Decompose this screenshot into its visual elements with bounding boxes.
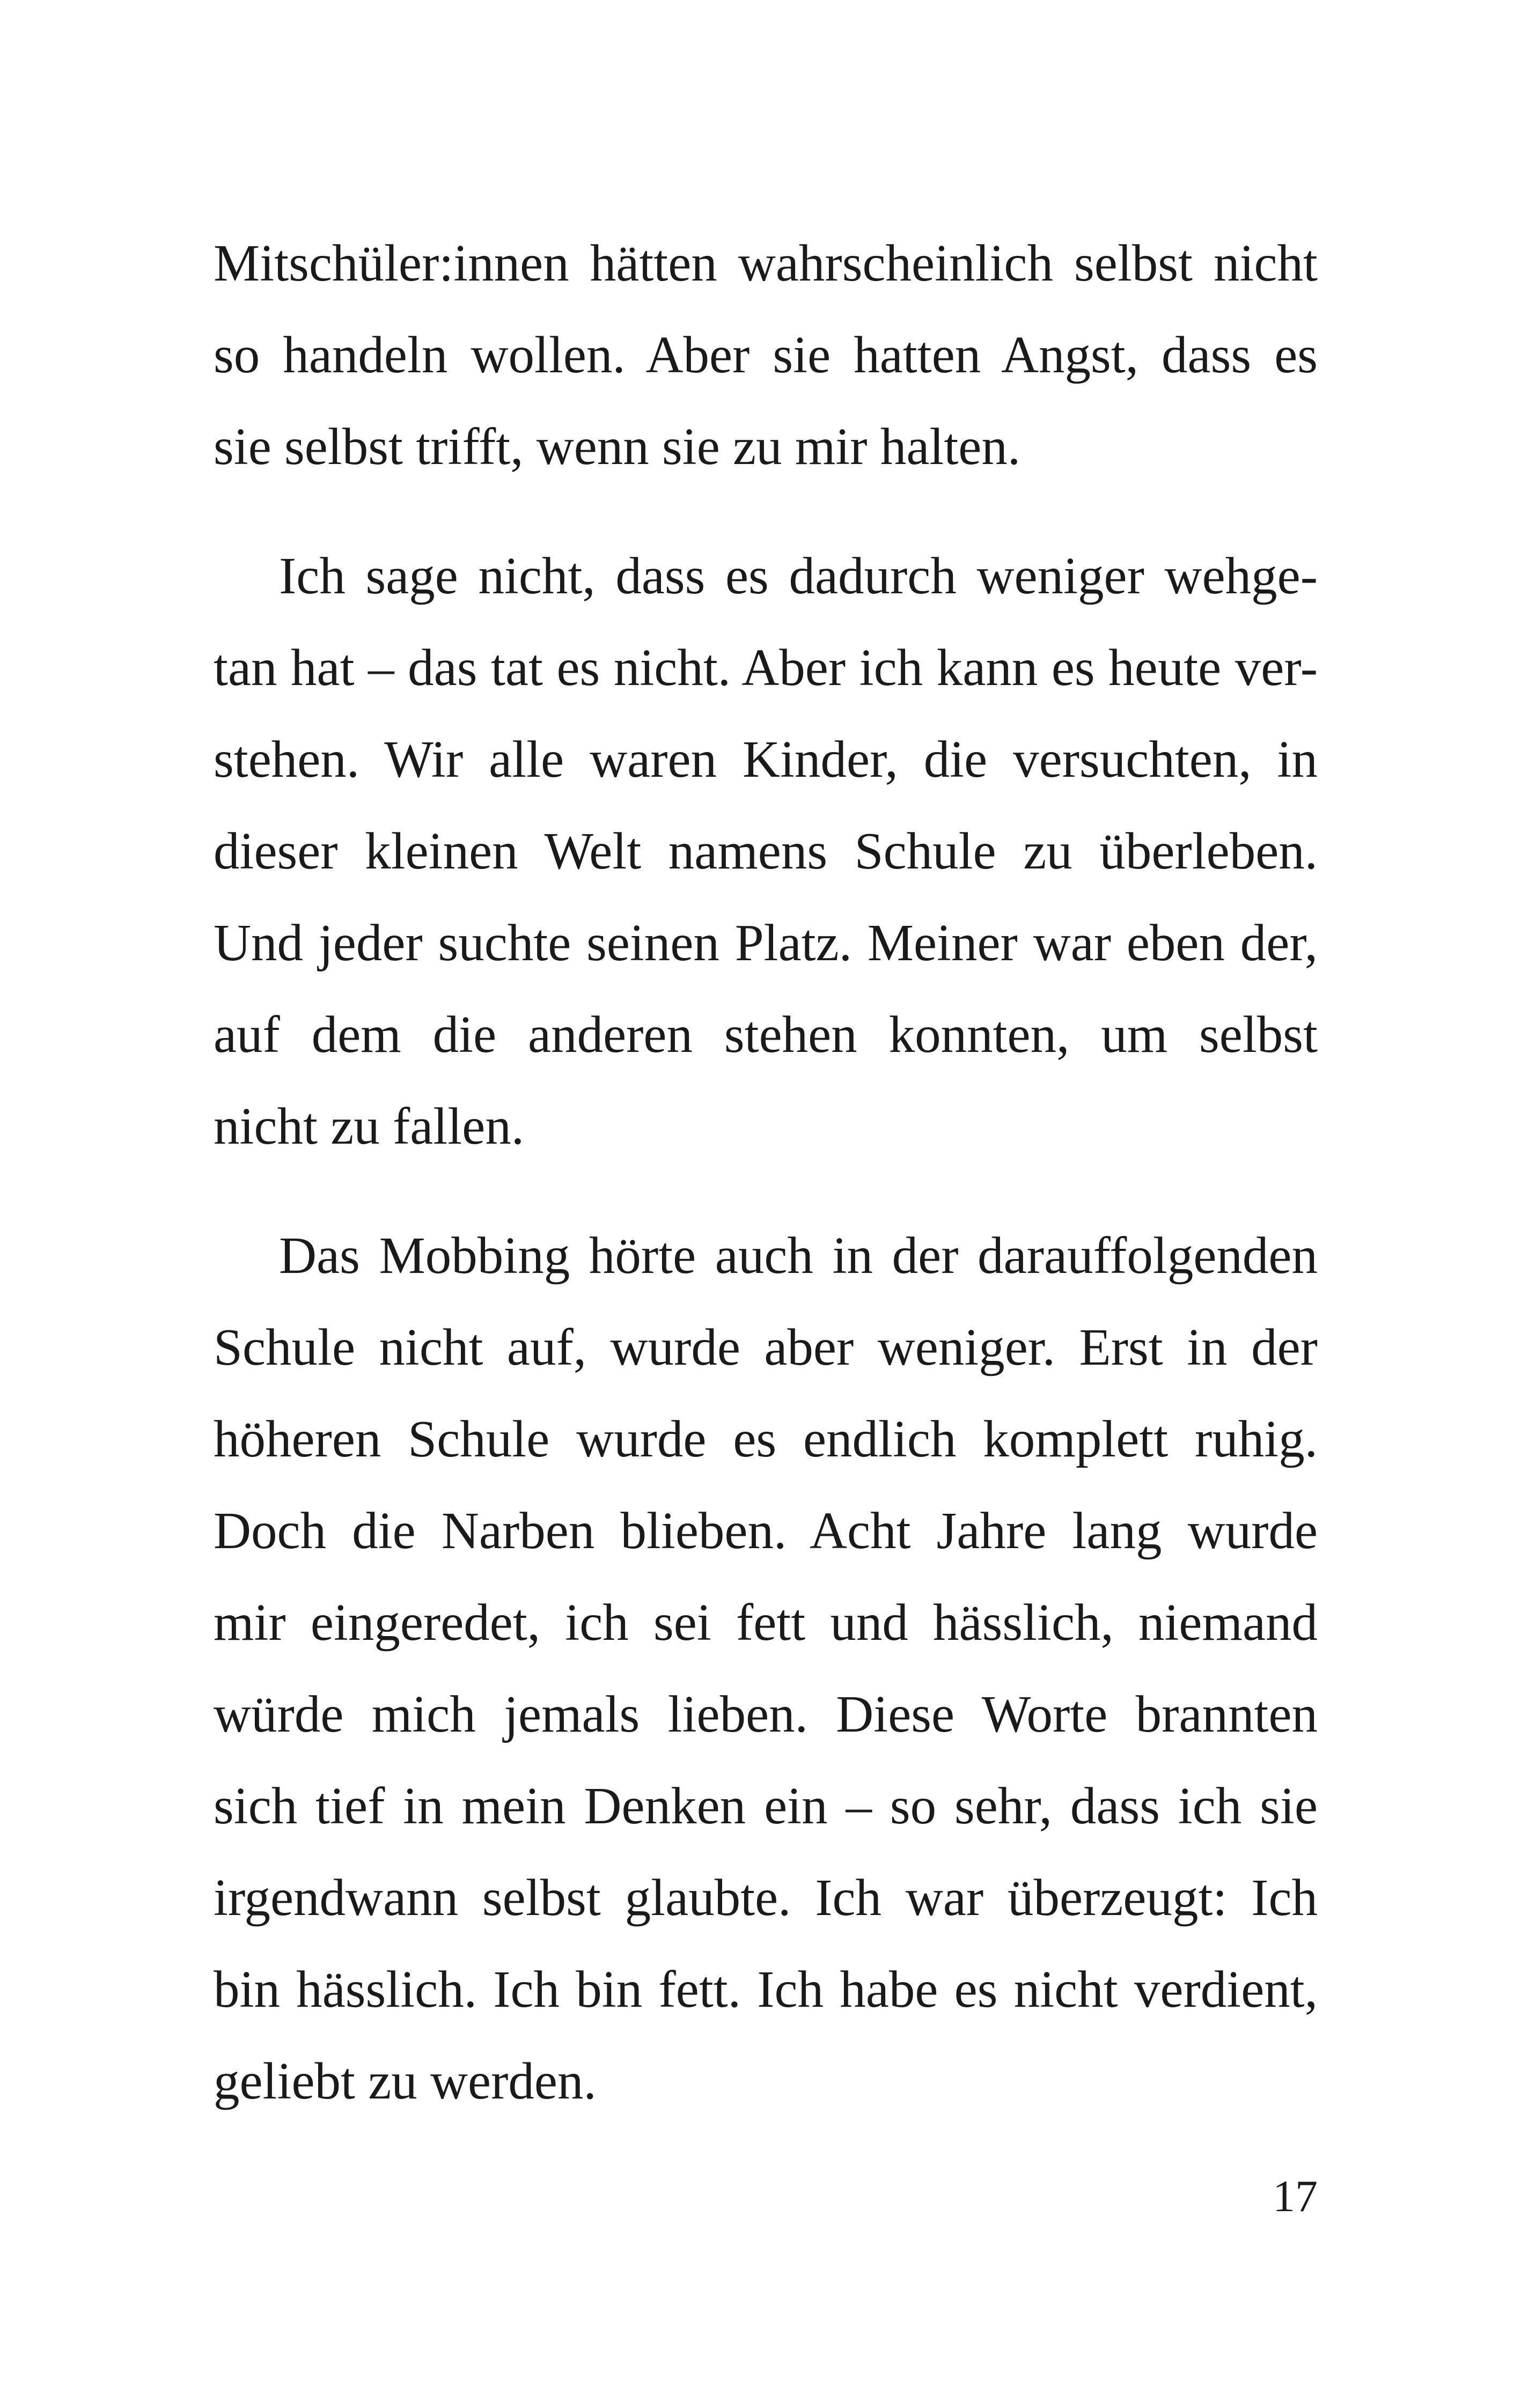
- text-line: Mitschüler:innen hätten wahrscheinlich selbst nicht: [214, 234, 1318, 292]
- text-line: auf dem die anderen stehen konnten, um selbst: [214, 1006, 1318, 1063]
- text-line: dieser kleinen Welt namens Schule zu überleben.: [214, 822, 1318, 880]
- text-line: geliebt zu werden.: [214, 2052, 597, 2110]
- text-line: mir eingeredet, ich sei fett und hässlich, niemand: [214, 1594, 1318, 1651]
- text-line: Schule nicht auf, wurde aber weniger. Erst in der: [214, 1319, 1318, 1376]
- text-line: Und jeder suchte seinen Platz. Meiner war eben der,: [214, 914, 1318, 971]
- paragraph-2: [214, 530, 1318, 1172]
- text-line: Das Mobbing hörte auch in der darauffolgenden: [279, 1227, 1318, 1284]
- body-text: [214, 217, 1318, 2127]
- text-line: würde mich jemals lieben. Diese Worte brannten: [214, 1685, 1318, 1743]
- text-line: sich tief in mein Denken ein – so sehr, dass ich sie: [214, 1777, 1318, 1835]
- text-line: stehen. Wir alle waren Kinder, die versuchten, in: [214, 731, 1318, 788]
- text-line: so handeln wollen. Aber sie hatten Angst, dass es: [214, 326, 1318, 384]
- page-number: 17: [1273, 2171, 1318, 2221]
- text-line: tan hat – das tat es nicht. Aber ich kann es heute ver-: [214, 639, 1318, 696]
- text-line: höheren Schule wurde es endlich komplett ruhig.: [214, 1410, 1318, 1468]
- text-line: Ich sage nicht, dass es dadurch weniger wehge-: [279, 547, 1318, 605]
- text-line: bin hässlich. Ich bin fett. Ich habe es nicht verdient,: [214, 1961, 1318, 2018]
- text-line: sie selbst trifft, wenn sie zu mir halten.: [214, 418, 1021, 475]
- text-line: irgendwann selbst glaubte. Ich war überzeugt: Ich: [214, 1869, 1318, 1926]
- text-line: Doch die Narben blieben. Acht Jahre lang wurde: [214, 1502, 1318, 1559]
- text-line: nicht zu fallen.: [214, 1098, 525, 1155]
- paragraph-3: [214, 1210, 1318, 2127]
- paragraph-1: [214, 217, 1318, 492]
